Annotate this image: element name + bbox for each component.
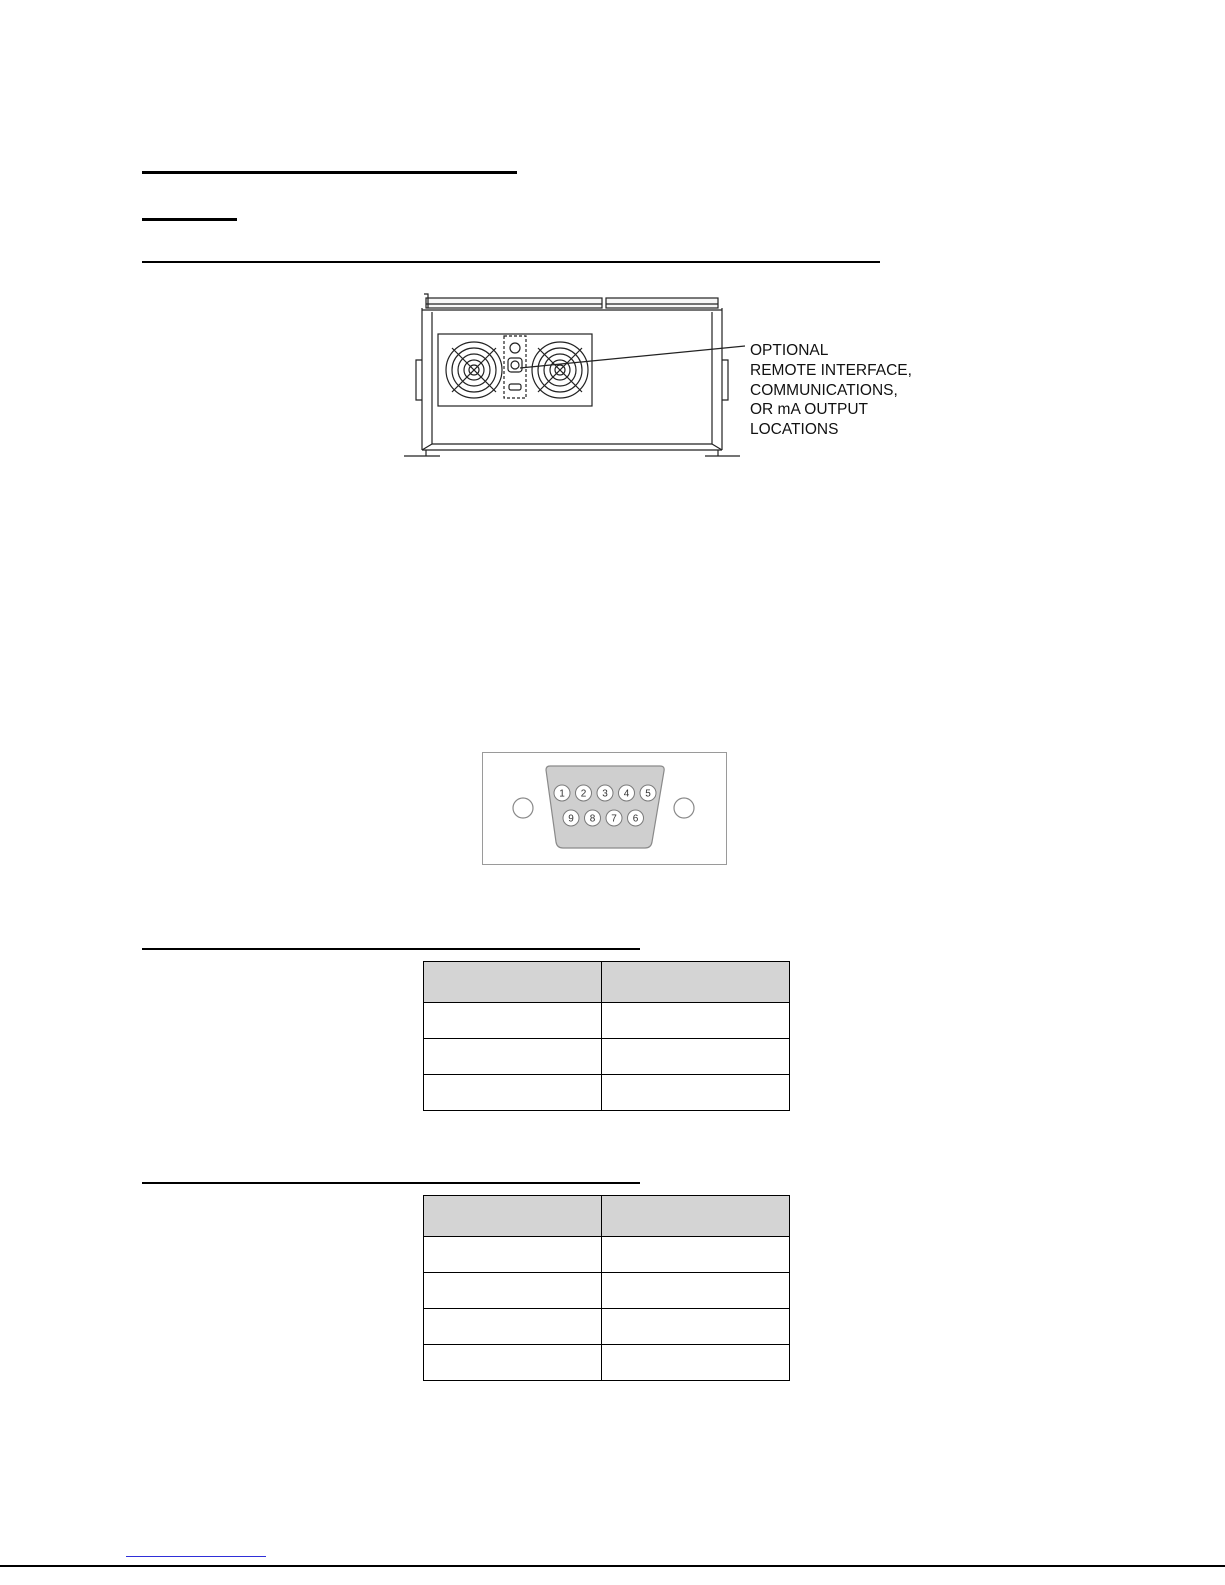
table-cell bbox=[424, 1273, 602, 1309]
table-cell bbox=[424, 1075, 602, 1111]
table-row bbox=[424, 1003, 790, 1039]
enclosure-front-view-drawing bbox=[400, 288, 745, 463]
table-header-row bbox=[424, 1196, 790, 1237]
table-header-cell bbox=[602, 962, 790, 1003]
table-cell bbox=[602, 1309, 790, 1345]
table-row bbox=[424, 1075, 790, 1111]
heading-rule-3 bbox=[142, 261, 880, 263]
table-cell bbox=[602, 1003, 790, 1039]
table-cell bbox=[602, 1039, 790, 1075]
table1-heading-rule bbox=[142, 948, 640, 950]
table-row bbox=[424, 1039, 790, 1075]
table-row bbox=[424, 1273, 790, 1309]
pin-table-1 bbox=[423, 961, 790, 1111]
callout-line-4: OR mA OUTPUT bbox=[750, 401, 868, 418]
db9-pin-label: 7 bbox=[611, 813, 617, 825]
db9-connector-drawing bbox=[482, 752, 728, 866]
table-row bbox=[424, 1345, 790, 1381]
table-cell bbox=[424, 1237, 602, 1273]
pin-table-2 bbox=[423, 1195, 790, 1381]
db9-pin-label: 6 bbox=[632, 813, 639, 825]
db9-pin-label: 9 bbox=[568, 813, 574, 825]
db9-pin-label: 1 bbox=[559, 788, 565, 800]
callout-line-3: COMMUNICATIONS, bbox=[750, 382, 898, 399]
callout-line-5: LOCATIONS bbox=[750, 421, 839, 438]
table2-heading-rule bbox=[142, 1182, 640, 1184]
db9-pin-label: 4 bbox=[623, 788, 630, 800]
table-header-cell bbox=[602, 1196, 790, 1237]
table-cell bbox=[602, 1237, 790, 1273]
table-header-row bbox=[424, 962, 790, 1003]
table-cell bbox=[602, 1273, 790, 1309]
db9-pin-label: 8 bbox=[589, 813, 596, 825]
db9-pin-label: 5 bbox=[645, 788, 651, 800]
table-cell bbox=[424, 1345, 602, 1381]
table-cell bbox=[602, 1345, 790, 1381]
table-cell bbox=[424, 1309, 602, 1345]
footer-link-underline[interactable] bbox=[126, 1556, 266, 1557]
callout-line-2: REMOTE INTERFACE, bbox=[750, 362, 912, 379]
table-header-cell bbox=[424, 1196, 602, 1237]
table-row bbox=[424, 1309, 790, 1345]
table-header-cell bbox=[424, 962, 602, 1003]
callout-line-1: OPTIONAL bbox=[750, 342, 829, 359]
table-cell bbox=[602, 1075, 790, 1111]
table-cell bbox=[424, 1039, 602, 1075]
db9-pin-label: 2 bbox=[580, 788, 587, 800]
db9-pin-label: 3 bbox=[602, 788, 608, 800]
table-row bbox=[424, 1237, 790, 1273]
table-cell bbox=[424, 1003, 602, 1039]
heading-rule-1 bbox=[142, 171, 517, 174]
heading-rule-2 bbox=[142, 218, 237, 221]
footer-page-rule bbox=[0, 1565, 1225, 1567]
